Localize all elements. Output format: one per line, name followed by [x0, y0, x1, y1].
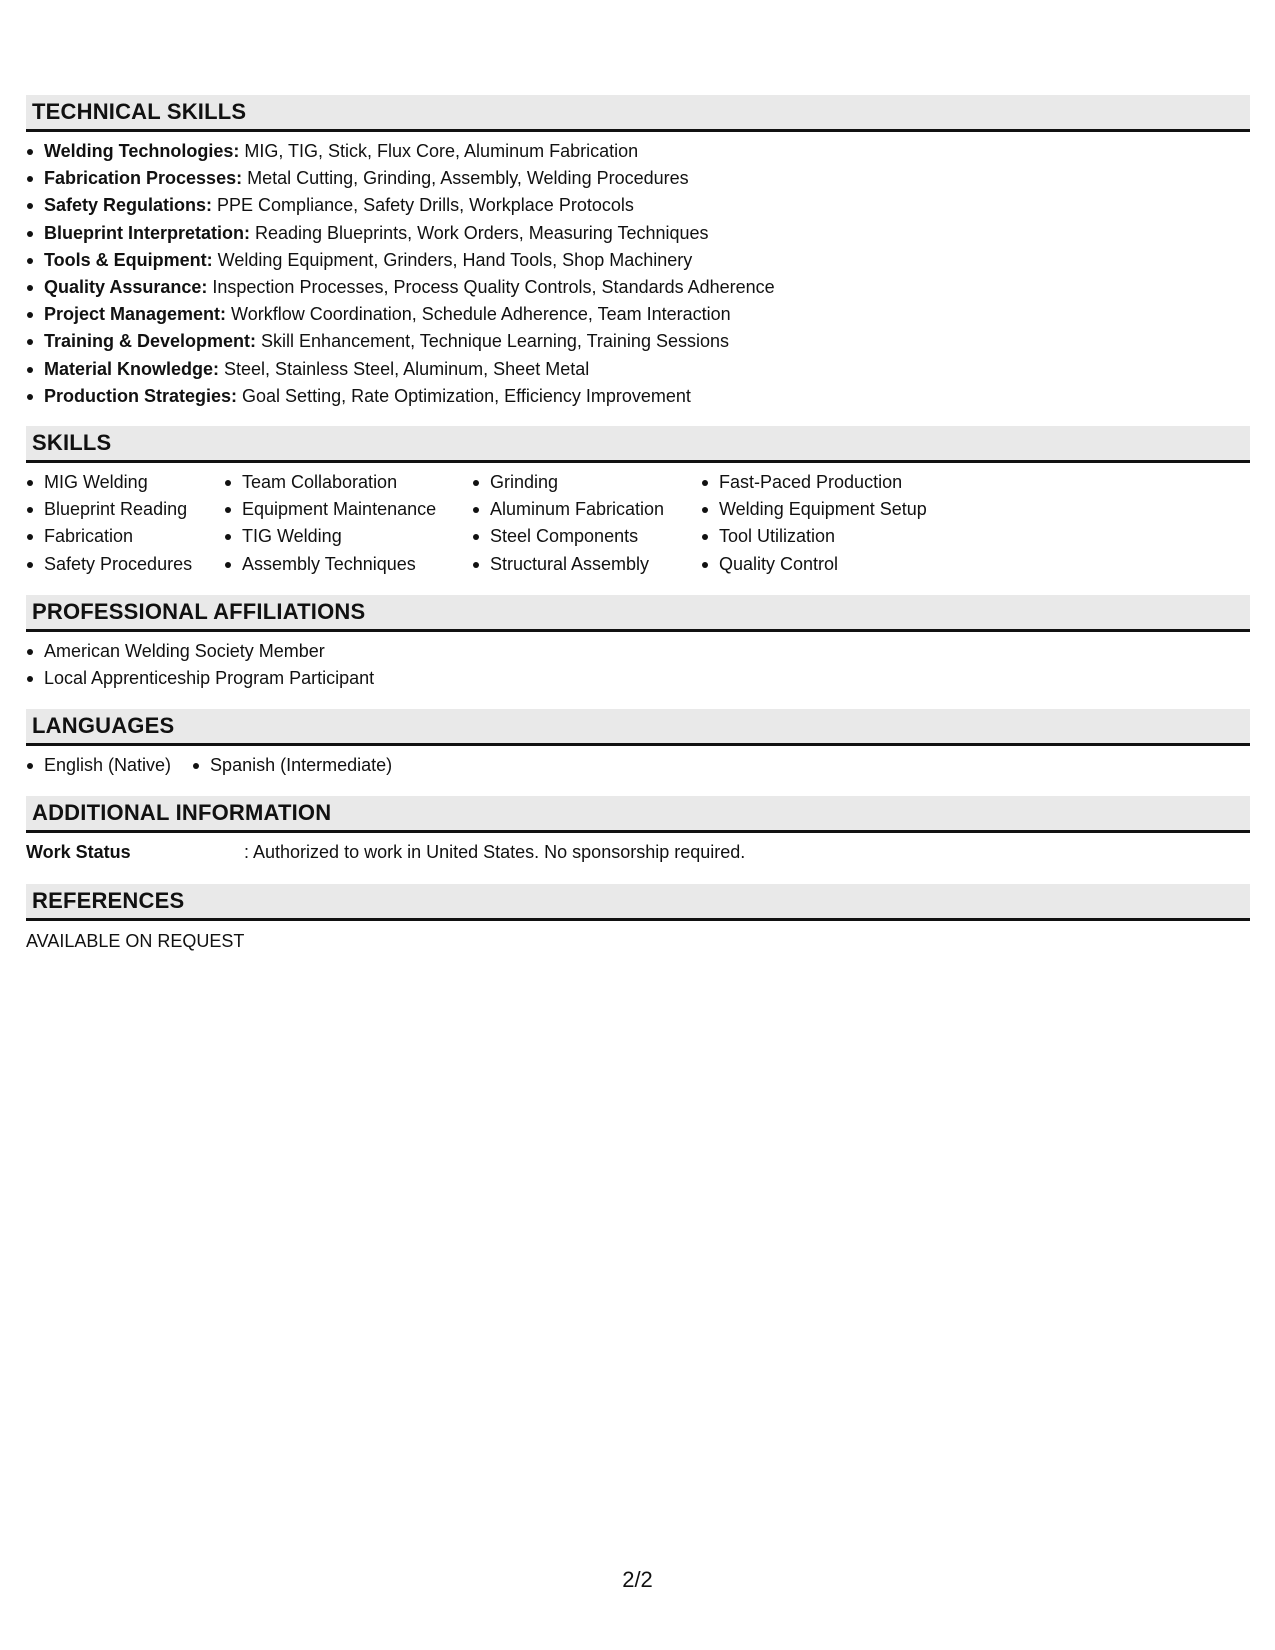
list-item: [26, 165, 1250, 192]
section-header: [26, 426, 1250, 463]
list-item: [26, 383, 1250, 410]
skills-column: [701, 469, 961, 578]
additional-information-section: [26, 796, 1250, 866]
list-item: English (Native): [26, 752, 171, 779]
list-item: [26, 328, 1250, 355]
skill-category: Fabrication Processes:: [44, 168, 243, 189]
skill-details: Goal Setting, Rate Optimization, Efficiency Improvement: [237, 385, 691, 406]
section-header: [26, 884, 1250, 921]
references-section: [26, 884, 1250, 955]
skill-category: Welding Technologies:: [44, 141, 240, 161]
list-item: Steel Components: [472, 523, 701, 550]
section-header: [26, 95, 1250, 132]
section-header: [26, 595, 1250, 632]
skill-details: PPE Compliance, Safety Drills, Workplace Protocols: [212, 195, 634, 216]
list-item: [26, 247, 1250, 274]
list-item: Spanish (Intermediate): [192, 752, 392, 779]
languages-list: [26, 752, 413, 779]
skill-details: Reading Blueprints, Work Orders, Measuring Techniques: [250, 222, 709, 243]
languages-section: [26, 709, 1250, 779]
skills-column: [224, 469, 472, 578]
list-item: [26, 274, 1250, 301]
list-item: Fabrication: [26, 523, 224, 550]
skill-category: Safety Regulations:: [44, 195, 213, 216]
technical-skills-list: [26, 138, 1250, 410]
skills-grid: [26, 469, 1250, 578]
list-item: [26, 192, 1250, 219]
list-item: American Welding Society Member: [26, 638, 1250, 665]
references-text: AVAILABLE ON REQUEST: [26, 931, 245, 952]
list-item: Team Collaboration: [224, 469, 472, 496]
technical-skills-section: [26, 95, 1250, 410]
section-header: [26, 796, 1250, 833]
list-item: Local Apprenticeship Program Participant: [26, 665, 1250, 692]
info-row: [26, 839, 1250, 866]
info-key: Work Status: [26, 842, 131, 863]
list-item: Assembly Techniques: [224, 551, 472, 578]
skills-column: [26, 469, 224, 578]
list-item: Grinding: [472, 469, 701, 496]
affiliations-list: [26, 638, 1250, 692]
languages-heading: LANGUAGES: [32, 713, 175, 739]
info-value: : Authorized to work in United States. No sponsorship required.: [244, 842, 746, 863]
skills-heading: SKILLS: [32, 430, 112, 456]
list-item: Tool Utilization: [701, 523, 961, 550]
list-item: [26, 301, 1250, 328]
list-item: [26, 220, 1250, 247]
affiliations-heading: PROFESSIONAL AFFILIATIONS: [32, 598, 366, 624]
list-item: Quality Control: [701, 551, 961, 578]
page-number: 2/2: [622, 1567, 653, 1592]
skill-details: Workflow Coordination, Schedule Adherence, Team Interaction: [226, 304, 731, 325]
list-item: Aluminum Fabrication: [472, 496, 701, 523]
skill-category: Training & Development:: [44, 331, 257, 352]
languages-row: [26, 752, 1250, 779]
list-item: Welding Equipment Setup: [701, 496, 961, 523]
list-item: [26, 138, 1250, 165]
list-item: MIG Welding: [26, 469, 224, 496]
skill-category: Project Management:: [44, 304, 227, 325]
skills-section: [26, 426, 1250, 578]
list-item: TIG Welding: [224, 523, 472, 550]
list-item: Blueprint Reading: [26, 496, 224, 523]
skills-column: [472, 469, 701, 578]
technical-skills-heading: TECHNICAL SKILLS: [32, 99, 247, 124]
skill-details: Inspection Processes, Process Quality Controls, Standards Adherence: [207, 277, 775, 298]
skill-details: Welding Equipment, Grinders, Hand Tools, Shop Machinery: [212, 249, 693, 270]
skill-category: Quality Assurance:: [44, 277, 208, 298]
skill-category: Tools & Equipment:: [44, 249, 213, 270]
list-item: Equipment Maintenance: [224, 496, 472, 523]
skill-category: Material Knowledge:: [44, 358, 220, 379]
list-item: Safety Procedures: [26, 551, 224, 578]
list-item: [26, 356, 1250, 383]
skill-category: Blueprint Interpretation:: [44, 222, 250, 243]
list-item: Fast-Paced Production: [701, 469, 961, 496]
skill-category: Production Strategies:: [44, 385, 238, 406]
skill-details: MIG, TIG, Stick, Flux Core, Aluminum Fabrication: [239, 141, 639, 161]
section-header: [26, 709, 1250, 746]
resume-page: [26, 95, 1250, 955]
skill-details: Steel, Stainless Steel, Aluminum, Sheet Metal: [219, 358, 590, 379]
additional-information-heading: ADDITIONAL INFORMATION: [32, 800, 332, 826]
skill-details: Skill Enhancement, Technique Learning, Training Sessions: [256, 331, 729, 352]
skill-details: Metal Cutting, Grinding, Assembly, Welding Procedures: [242, 168, 689, 189]
list-item: Structural Assembly: [472, 551, 701, 578]
affiliations-section: [26, 595, 1250, 692]
references-heading: REFERENCES: [32, 888, 185, 914]
